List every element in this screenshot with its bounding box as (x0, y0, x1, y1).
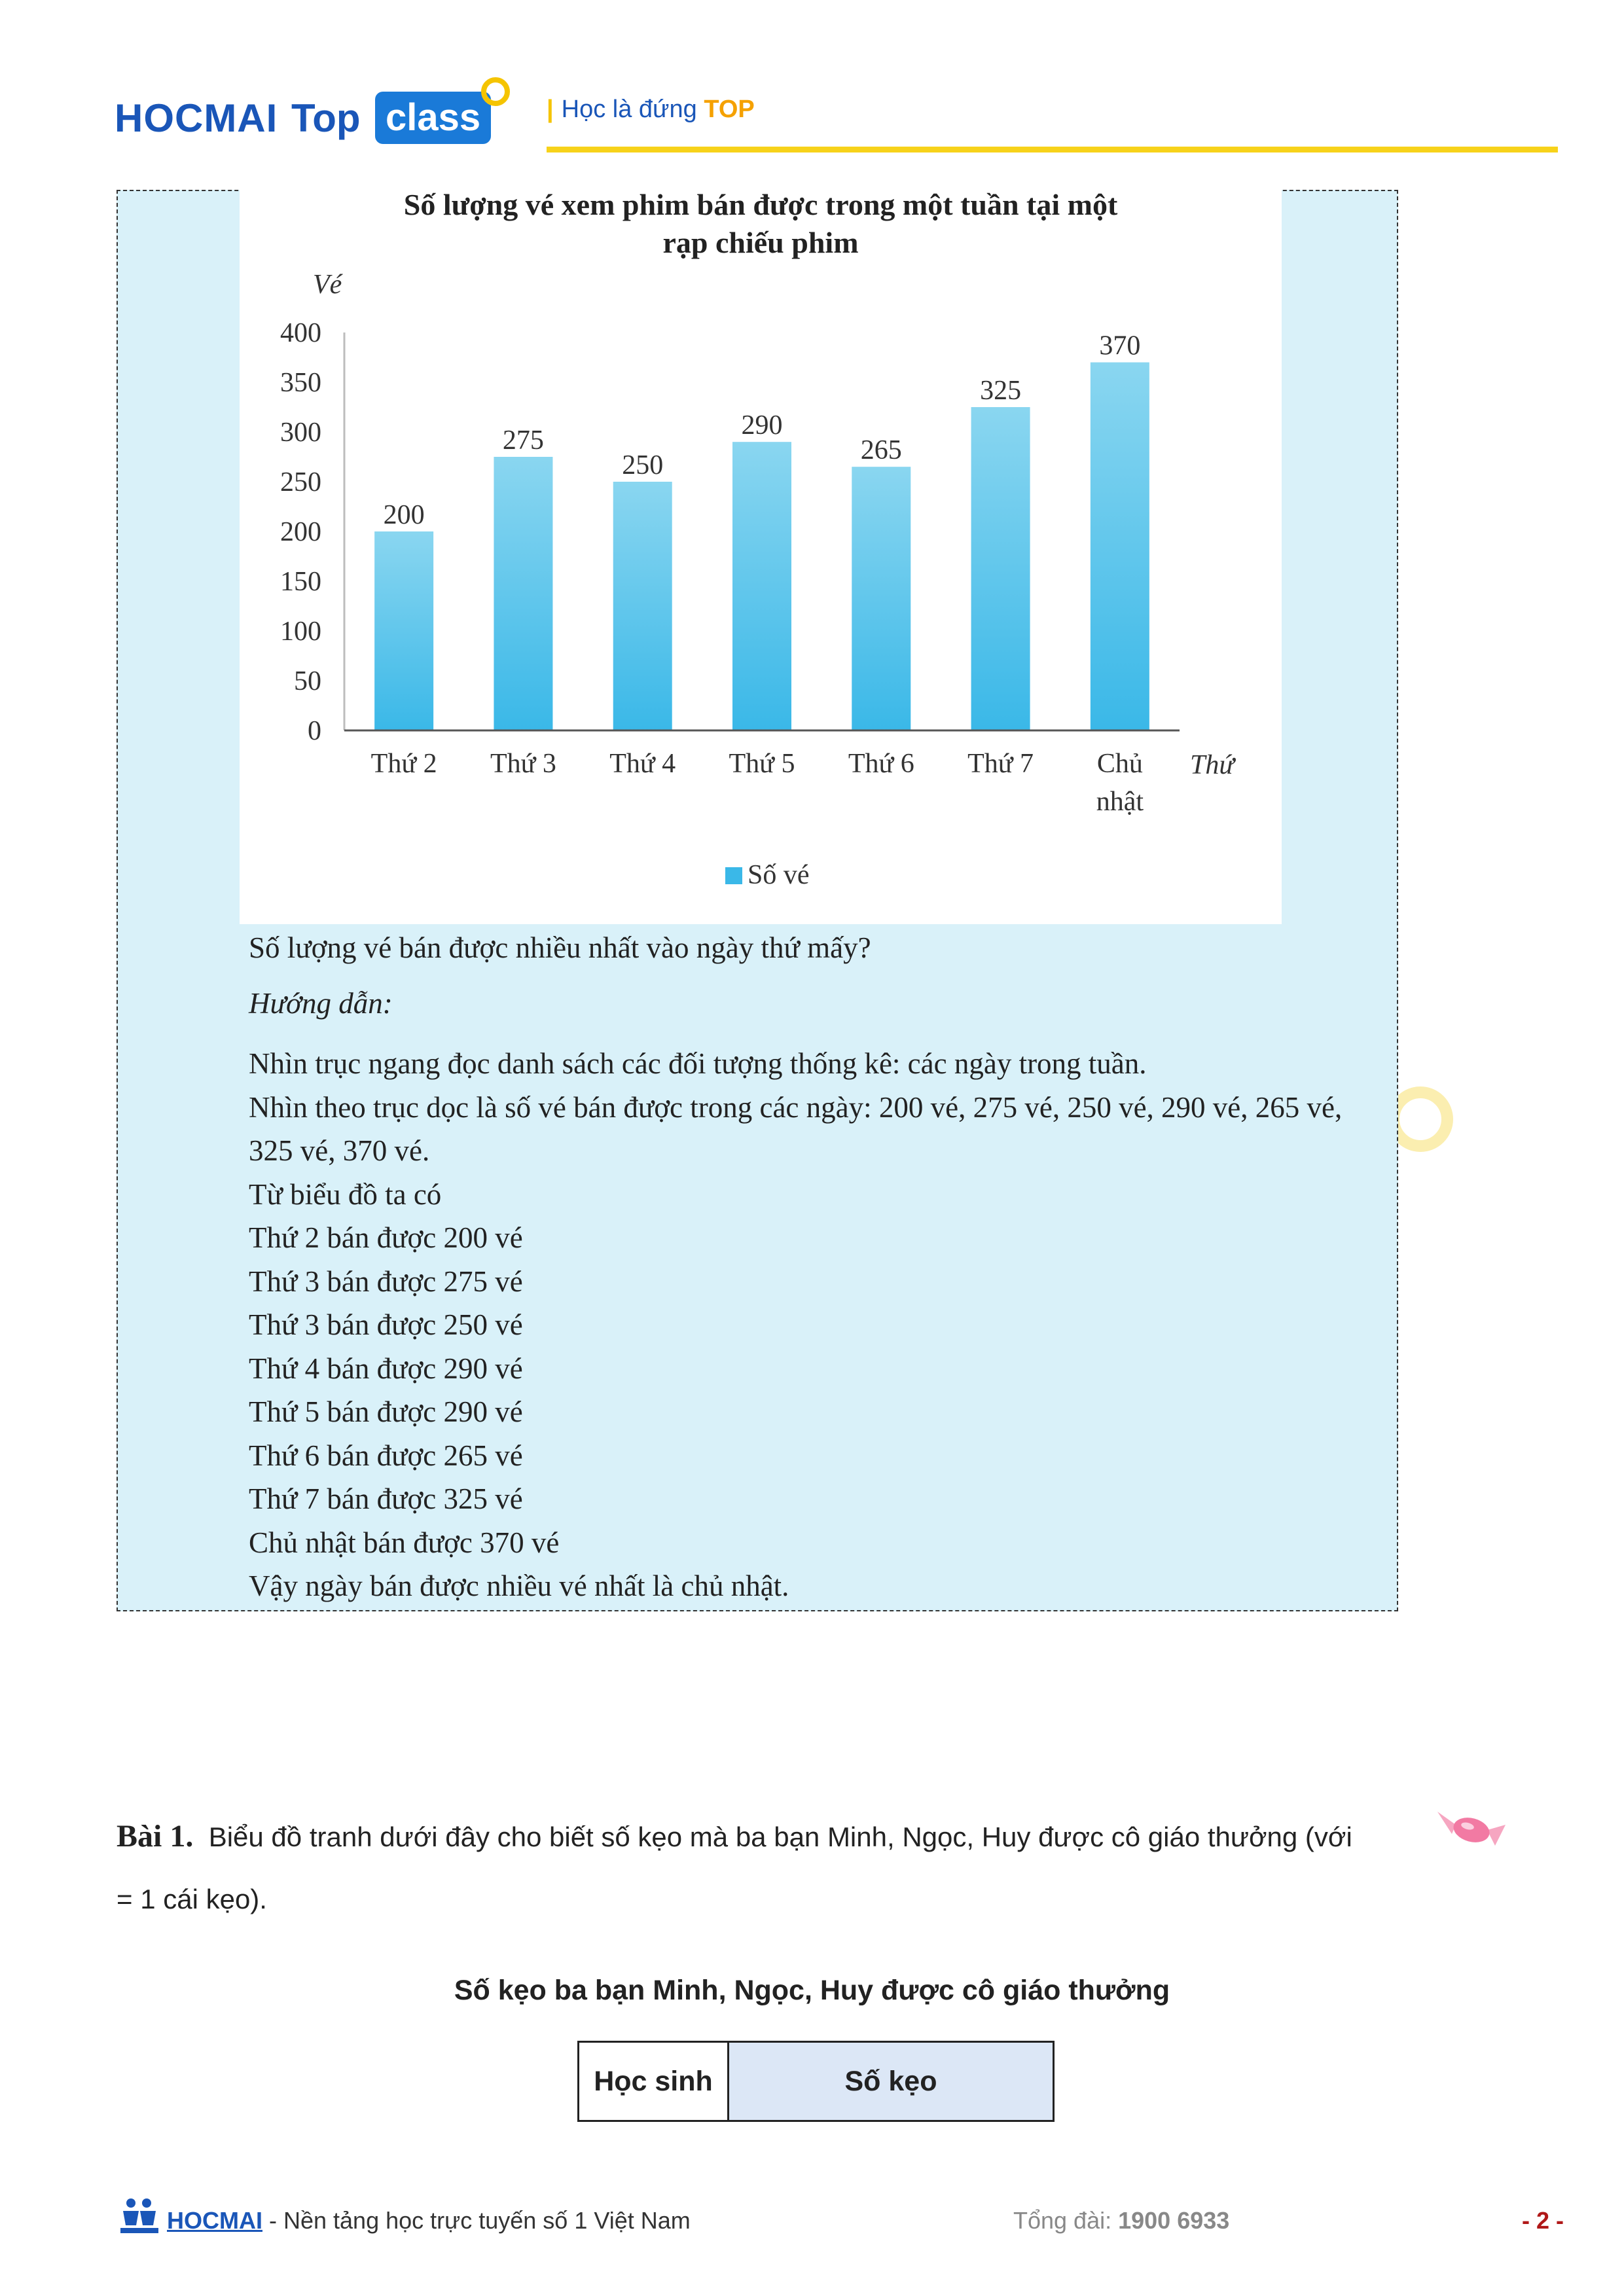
x-tick-label: Thứ 5 (729, 749, 795, 779)
bar (613, 482, 672, 730)
footer-brand-link[interactable]: HOCMAI (167, 2207, 262, 2234)
bar (732, 442, 791, 730)
y-tick-label: 100 (280, 617, 321, 647)
solution-line: 325 vé, 370 vé. (249, 1134, 430, 1167)
bar-data-label: 290 (741, 410, 783, 441)
y-tick-label: 300 (280, 418, 321, 448)
hocmai-footer-logo-icon (117, 2197, 162, 2236)
y-tick-label: 0 (308, 716, 321, 746)
bar-data-label: 325 (980, 376, 1022, 406)
bar-data-label: 265 (860, 435, 902, 466)
logo-class-badge: class (375, 92, 491, 144)
y-ticks (280, 318, 321, 746)
x-tick-label: Thứ 3 (490, 749, 556, 779)
x-tick-label: Thứ 4 (609, 749, 676, 779)
solution-line: Thứ 3 bán được 250 vé (249, 1308, 523, 1341)
bar (852, 467, 911, 730)
legend-label: Số vé (748, 860, 810, 890)
slogan-top: TOP (704, 96, 755, 123)
x-tick-label: nhật (1096, 787, 1144, 817)
legend-swatch (725, 867, 742, 884)
page-number: - 2 - (1522, 2207, 1564, 2234)
logo-hocmai-text: HOCMAI (115, 96, 278, 140)
bar-data-label: 200 (383, 500, 425, 530)
bar-data-label: 370 (1099, 331, 1141, 361)
chart-svg (240, 190, 1282, 924)
y-tick-label: 250 (280, 467, 321, 497)
table-header-candies: Số kẹo (729, 2042, 1054, 2121)
pictograph-table (577, 2041, 1055, 2122)
footer-tagline-text: - Nền tảng học trực tuyến số 1 Việt Nam (262, 2207, 691, 2234)
x-tick-label: Thứ 7 (967, 749, 1034, 779)
solution-line: Thứ 5 bán được 290 vé (249, 1395, 523, 1428)
slogan (547, 96, 755, 124)
page-header (0, 0, 1624, 170)
x-tick-label: Thứ 2 (370, 749, 437, 779)
bar (374, 531, 433, 730)
solution-line: Thứ 6 bán được 265 vé (249, 1439, 523, 1472)
bar (971, 407, 1030, 730)
question-text: Số lượng vé bán được nhiều nhất vào ngày thứ mấy? (249, 931, 871, 964)
chart-title-line-2: rạp chiếu phim (662, 226, 859, 259)
page-footer (0, 2186, 1624, 2238)
header-divider (547, 147, 1558, 152)
x-tick-label: Thứ 6 (848, 749, 914, 779)
footer-hotline-number: 1900 6933 (1118, 2207, 1230, 2234)
bar (1091, 363, 1149, 730)
table-header-student: Học sinh (579, 2042, 729, 2121)
table-header-row (579, 2042, 1054, 2121)
example-box (117, 190, 1398, 1611)
solution-line: Chủ nhật bán được 370 vé (249, 1526, 560, 1559)
solution-line: Thứ 3 bán được 275 vé (249, 1265, 523, 1298)
solution-line: Thứ 2 bán được 200 vé (249, 1221, 523, 1254)
solution-line: Vậy ngày bán được nhiều vé nhất là chủ nhật. (249, 1570, 789, 1602)
solution-line: Nhìn theo trục dọc là số vé bán được trong các ngày: 200 vé, 275 vé, 250 vé, 290 vé, 265 vé, (249, 1090, 1343, 1124)
bar (494, 457, 552, 730)
exercise-1-label: Bài 1. (117, 1819, 194, 1854)
solution-line: Thứ 4 bán được 290 vé (249, 1352, 523, 1385)
x-ticks (371, 749, 1144, 817)
x-axis-label: Thứ (1190, 750, 1235, 780)
bar-data-label: 250 (622, 450, 664, 480)
footer-hotline (1013, 2207, 1229, 2234)
solution-line: Thứ 7 bán được 325 vé (249, 1482, 523, 1515)
pictograph-table-title: Số kẹo ba bạn Minh, Ngọc, Huy được cô giáo thưởng (454, 1975, 1170, 2006)
bar-chart (240, 190, 1282, 924)
solution-block (118, 1042, 1397, 1608)
slogan-text: Học là đứng (561, 96, 704, 123)
y-tick-label: 150 (280, 567, 321, 597)
y-tick-label: 200 (280, 517, 321, 547)
y-axis-label: Vé (313, 270, 342, 300)
y-tick-label: 350 (280, 368, 321, 398)
footer-hotline-label: Tổng đài: (1013, 2207, 1119, 2234)
y-tick-label: 400 (280, 318, 321, 348)
exercise-1-line-1 (117, 1818, 1352, 1854)
exercise-1-text-1: Biểu đồ tranh dưới đây cho biết số kẹo mà ba bạn Minh, Ngọc, Huy được cô giáo thưởng (với (208, 1821, 1352, 1852)
candy-icon (1432, 1805, 1511, 1851)
x-tick-label: Chủ (1096, 749, 1143, 779)
exercise-1-line-2: = 1 cái kẹo). (117, 1884, 267, 1914)
solution-line: Nhìn trục ngang đọc danh sách các đối tượng thống kê: các ngày trong tuần. (249, 1047, 1147, 1080)
gear-icon (481, 77, 510, 106)
bar-data-label: 275 (502, 425, 544, 456)
solution-line: Từ biểu đồ ta có (249, 1177, 442, 1211)
guide-label: Hướng dẫn: (249, 987, 393, 1020)
logo-top-text: Top (291, 96, 361, 140)
chart-title-line-1: Số lượng vé xem phim bán được trong một tuần tại một (403, 190, 1118, 221)
slogan-divider: | (547, 96, 554, 123)
y-tick-label: 50 (294, 666, 321, 696)
footer-tagline (167, 2207, 691, 2234)
